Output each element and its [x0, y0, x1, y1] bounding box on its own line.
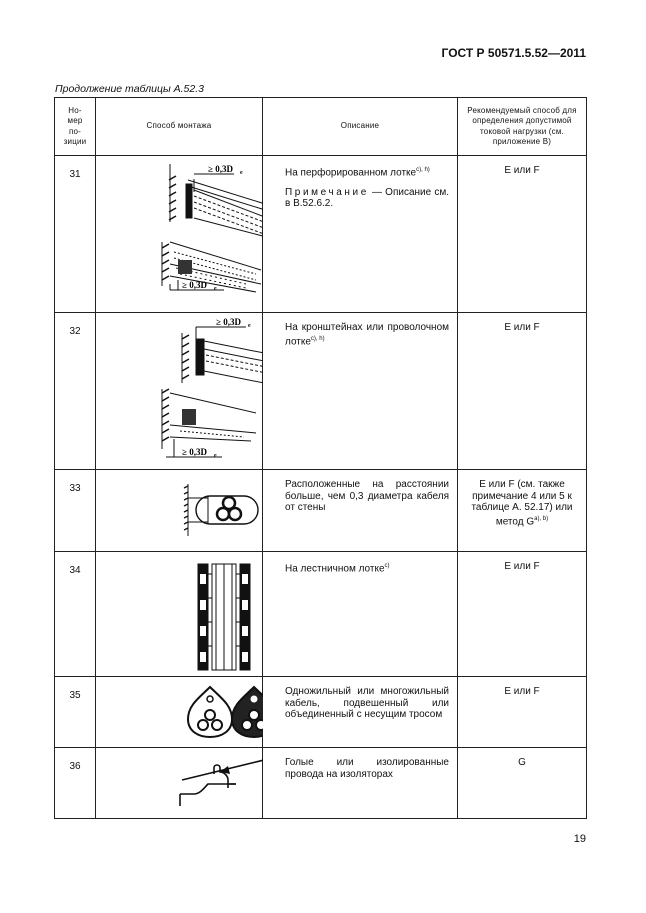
description-text: На лестничном лотке [285, 563, 385, 575]
table-row [55, 677, 587, 748]
table-row [55, 470, 587, 552]
recommended-method-cell [458, 470, 587, 552]
table-row [55, 313, 587, 470]
figure-insulators [96, 748, 263, 819]
recommended-method: G [458, 748, 587, 819]
note-label: Примечание [285, 186, 369, 198]
description-text: Расположенные на расстоянии больше, чем 0,3 диаметра кабеля от стены [285, 479, 449, 513]
table-row [55, 156, 587, 313]
description-cell [263, 313, 458, 470]
recommended-method: E или F [458, 313, 587, 470]
fig-top-subscript: e [240, 170, 243, 176]
position-number: 36 [55, 748, 96, 819]
position-number: 33 [55, 470, 96, 552]
table-header-row [55, 98, 587, 156]
table-caption: Продолжение таблицы А.52.3 [55, 83, 204, 95]
fig-top-label: ≥ 0,3D [216, 317, 241, 327]
recommended-footnote: a), b) [534, 515, 549, 522]
description-footnote: c), h) [310, 335, 325, 342]
figure-perforated-tray [96, 156, 263, 313]
description-cell [263, 470, 458, 552]
recommended-method: E или F [458, 677, 587, 748]
description-cell [263, 748, 458, 819]
header-installation-method: Способ монтажа [96, 98, 263, 156]
fig-bottom-subscript: e [214, 453, 217, 459]
position-number: 34 [55, 552, 96, 677]
description-text: Одножильный или многожильный кабель, подвешенный или объединенный с несущим тросом [285, 686, 449, 720]
fig-top-label: ≥ 0,3D [208, 164, 233, 174]
fig-bottom-label: ≥ 0,3D [182, 447, 207, 457]
fig-top-subscript: e [248, 323, 251, 329]
figure-ladder-tray [96, 552, 263, 677]
description-cell [263, 156, 458, 313]
page-number: 19 [573, 833, 586, 845]
description-text: На перфорированном лотке [285, 167, 417, 179]
position-number: 31 [55, 156, 96, 313]
fig-bottom-subscript: e [214, 286, 217, 292]
figure-spaced-from-wall [96, 470, 263, 552]
recommended-method: E или F (см. также примечание 4 или 5 к таблице А. 52.17) или метод G [471, 479, 573, 527]
description-cell [263, 677, 458, 748]
recommended-method: E или F [458, 156, 587, 313]
description-text: На кронштейнах или проволочном лотке [285, 322, 449, 347]
note-text: — Описание см. в В.52.6.2. [285, 186, 449, 210]
position-number: 35 [55, 677, 96, 748]
description-footnote: c), h) [416, 167, 430, 173]
description-footnote: c) [384, 563, 390, 569]
figure-brackets-wire-tray [96, 313, 263, 470]
header-position-number: Но- мер по- зиции [55, 98, 96, 156]
header-recommended-method: Рекомендуемый способ для определения допустимой токовой нагрузки (см. приложение В) [458, 98, 587, 156]
description-cell [263, 552, 458, 677]
recommended-method: E или F [458, 552, 587, 677]
table-row [55, 552, 587, 677]
fig-bottom-label: ≥ 0,3D [182, 280, 207, 290]
table-row [55, 748, 587, 819]
document-standard-header: ГОСТ Р 50571.5.52—2011 [441, 46, 586, 60]
header-description: Описание [263, 98, 458, 156]
description-text: Голые или изолированные провода на изоляторах [285, 757, 449, 780]
installation-methods-table [54, 97, 587, 819]
position-number: 32 [55, 313, 96, 470]
note [285, 187, 449, 210]
figure-suspended-cables [96, 677, 263, 748]
